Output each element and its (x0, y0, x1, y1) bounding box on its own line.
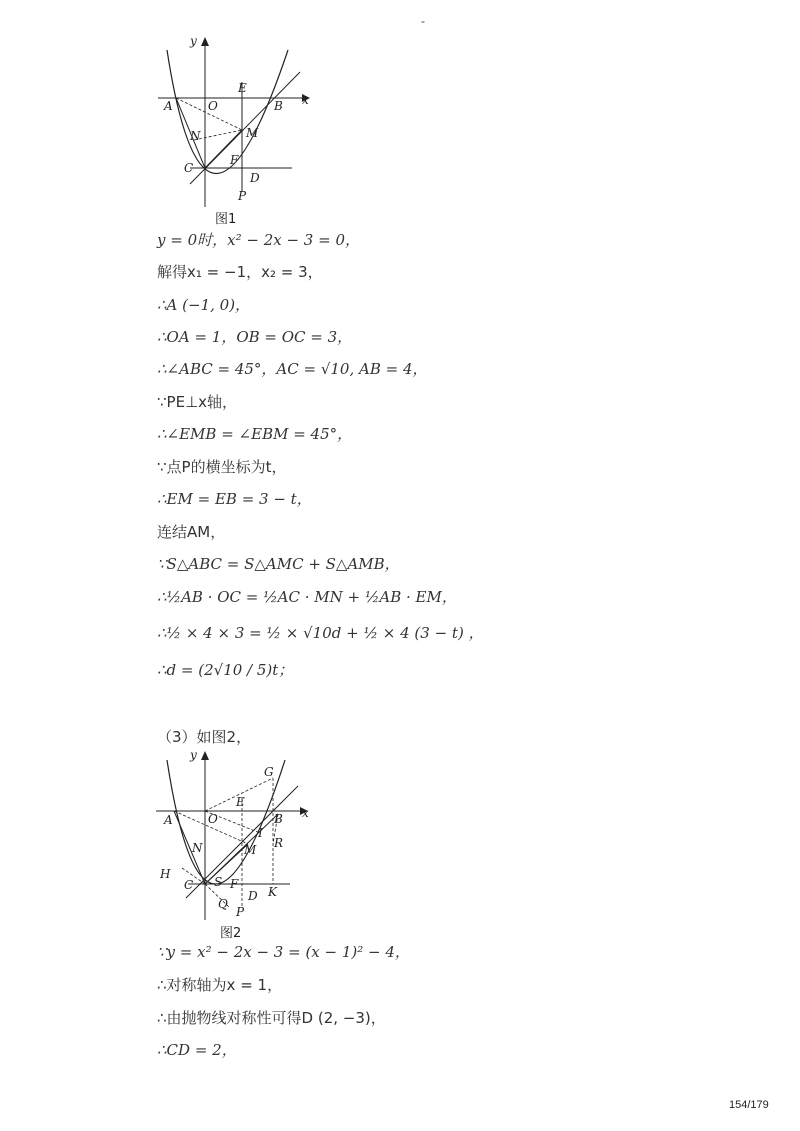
line-4: ∴OA = 1，OB = OC = 3， (157, 328, 353, 346)
figure-1-diagram (150, 32, 320, 212)
line-1: y = 0时，x² − 2x − 3 = 0， (157, 231, 360, 249)
fig2-label-b: B (274, 812, 283, 826)
page-number: 154/179 (729, 1099, 769, 1111)
line-18: ∴由抛物线对称性可得D (2, −3)， (157, 1009, 386, 1027)
fig2-label-r: R (274, 836, 284, 850)
fig1-label-y: y (190, 34, 197, 48)
line-5: ∴∠ABC = 45°，AC = √10, AB = 4， (157, 360, 428, 378)
fig2-label-o: O (208, 812, 218, 826)
fig2-label-x: x (302, 806, 309, 820)
fig1-label-n: N (190, 129, 201, 143)
figure-2-diagram (150, 748, 325, 928)
line-12: ∴½AB · OC = ½AC · MN + ½AB · EM， (157, 588, 457, 606)
fig2-label-g: G (264, 765, 274, 779)
fig2-label-p: P (236, 905, 245, 919)
figure-2-caption: 图2 (220, 926, 242, 941)
line-6: ∵PE⊥x轴， (157, 393, 238, 411)
fig2-label-y: y (190, 748, 197, 762)
fig1-label-e: E (238, 81, 247, 95)
line-14: ∴d = (2√10 / 5)t； (157, 661, 294, 679)
fig2-label-d: D (248, 889, 258, 903)
line-2: 解得x₁ = −1，x₂ = 3， (157, 263, 323, 281)
fig2-label-i: I (258, 826, 263, 840)
line-10: 连结AM， (157, 523, 226, 541)
fig1-label-o: O (208, 99, 218, 113)
fig1-label-b: B (274, 99, 283, 113)
line-3: ∴A (−1, 0)， (157, 296, 251, 314)
line-11: ∵S△ABC = S△AMC + S△AMB， (157, 555, 400, 573)
fig2-label-f: F (230, 877, 239, 891)
line-8: ∵点P的横坐标为t， (157, 458, 287, 476)
fig1-label-x: x (302, 93, 309, 107)
fig2-label-e: E (236, 795, 245, 809)
line-19: ∴CD = 2， (157, 1041, 237, 1059)
line-13: ∴½ × 4 × 3 = ½ × √10d + ½ × 4 (3 − t) ， (157, 624, 484, 642)
fig1-label-m: M (246, 126, 259, 140)
fig2-label-m: M (244, 843, 257, 857)
fig1-label-f: F (230, 153, 239, 167)
line-9: ∴EM = EB = 3 − t， (157, 490, 312, 508)
figure-1 (150, 32, 320, 216)
fig2-label-s: S (214, 875, 223, 889)
line-7: ∴∠EMB = ∠EBM = 45°， (157, 425, 353, 443)
fig1-label-d: D (250, 171, 260, 185)
fig2-label-a: A (164, 813, 173, 827)
line-17: ∴对称轴为x = 1， (157, 976, 283, 994)
fig1-label-p: P (238, 189, 247, 203)
fig1-label-c: C (184, 161, 194, 175)
fig2-label-n: N (192, 841, 203, 855)
fig2-label-q: Q (218, 897, 228, 911)
page-header-dash: - (421, 14, 425, 28)
line-15: （3）如图2， (157, 728, 252, 746)
figure-2 (150, 748, 325, 932)
fig2-label-h: H (160, 867, 171, 881)
fig2-label-c: C (184, 878, 194, 892)
fig1-label-a: A (164, 99, 173, 113)
line-16: ∵y = x² − 2x − 3 = (x − 1)² − 4， (157, 943, 410, 961)
figure-1-caption: 图1 (215, 212, 237, 227)
fig2-label-k: K (268, 885, 277, 899)
